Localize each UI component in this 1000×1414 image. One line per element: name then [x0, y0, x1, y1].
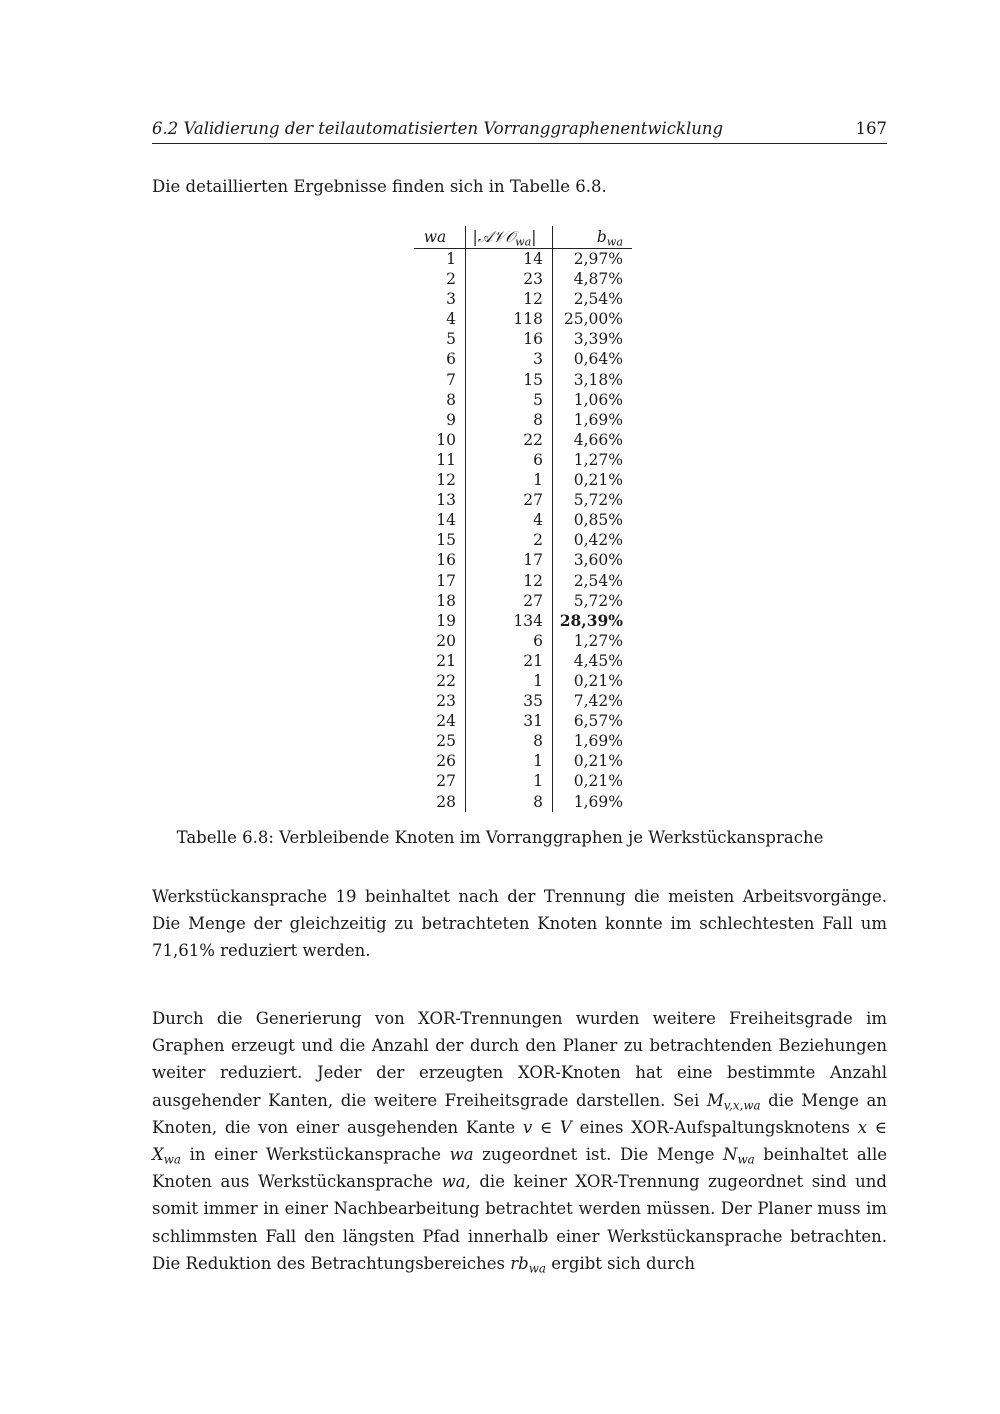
- cell-b: 5,72%: [573, 491, 623, 510]
- table-row: [414, 611, 632, 631]
- math-v-in-v: v ∈ V: [522, 1117, 572, 1137]
- cell-b: 0,21%: [573, 752, 623, 771]
- cell-wa: 9: [414, 410, 466, 430]
- cell-avo: 27: [466, 490, 553, 510]
- intro-text: Die detaillierten Ergebnisse finden sich in Tabelle 6.8.: [152, 177, 607, 196]
- running-header: [152, 117, 887, 144]
- table-row: [414, 691, 632, 711]
- header-b: [553, 226, 633, 249]
- cell-b: 0,21%: [573, 471, 623, 490]
- header-avo-close: |: [531, 227, 537, 246]
- cell-b: 0,64%: [573, 350, 623, 369]
- cell-wa: 4: [414, 309, 466, 329]
- table-row: [414, 591, 632, 611]
- cell-wa: 11: [414, 450, 466, 470]
- cell-avo: 5: [466, 390, 553, 410]
- cell-avo: 22: [466, 430, 553, 450]
- cell-avo: 23: [466, 269, 553, 289]
- math-rb-sub: wa: [528, 1261, 546, 1276]
- cell-avo: 3: [466, 349, 553, 369]
- table-row: [414, 550, 632, 570]
- table-row: [414, 430, 632, 450]
- table-row: [414, 349, 632, 369]
- cell-avo: 17: [466, 550, 553, 570]
- table-row: [414, 470, 632, 490]
- table-row: [414, 289, 632, 309]
- cell-avo: 1: [466, 470, 553, 490]
- header-b-sub: wa: [606, 235, 623, 249]
- cell-wa: 7: [414, 370, 466, 390]
- paragraph-2: [152, 1005, 887, 1277]
- cell-b: 2,97%: [573, 250, 623, 268]
- math-m: M: [706, 1090, 724, 1110]
- cell-b: 1,69%: [573, 732, 623, 751]
- cell-wa: 14: [414, 510, 466, 530]
- cell-avo: 1: [466, 671, 553, 691]
- cell-avo: 4: [466, 510, 553, 530]
- cell-b: 25,00%: [563, 310, 623, 329]
- math-wa: wa: [449, 1145, 474, 1165]
- cell-wa: 6: [414, 349, 466, 369]
- table-row: [414, 269, 632, 289]
- cell-avo: 15: [466, 370, 553, 390]
- header-wa: wa: [414, 226, 466, 249]
- math-wa-2: wa: [441, 1172, 466, 1192]
- cell-avo: 2: [466, 530, 553, 550]
- cell-wa: 13: [414, 490, 466, 510]
- section-title: 6.2 Validierung der teilautomatisierten Vorranggraphenentwicklung: [152, 119, 724, 138]
- table-caption: Tabelle 6.8: Verbleibende Knoten im Vorranggraphen je Werkstückansprache: [176, 828, 824, 847]
- table-row: [414, 530, 632, 550]
- cell-b: 7,42%: [573, 692, 623, 711]
- page-number: 167: [855, 119, 887, 138]
- p2-text-7: , die keiner XOR-Trennung zugeordnet sind und somit immer in einer Nachbearbeitung betrachtet werden müssen. Der Planer muss im schlimmsten Fall den längsten Pfad innerhalb einer Werkstückansprache betrachten. Die Reduktion des Betrachtungsbereiches: [152, 1172, 887, 1273]
- cell-wa: 12: [414, 470, 466, 490]
- math-x-in-x: x ∈ X: [152, 1117, 887, 1165]
- table-row: [414, 731, 632, 751]
- table-row: [414, 249, 632, 270]
- p2-text-2: die Menge an Knoten, die von einer ausgehenden Kante: [152, 1090, 887, 1137]
- cell-wa: 1: [414, 249, 466, 270]
- cell-wa: 19: [414, 611, 466, 631]
- table-row: [414, 390, 632, 410]
- cell-wa: 25: [414, 731, 466, 751]
- cell-wa: 3: [414, 289, 466, 309]
- cell-wa: 28: [414, 792, 466, 812]
- cell-wa: 22: [414, 671, 466, 691]
- cell-avo: 8: [466, 792, 553, 812]
- cell-b: 1,69%: [573, 792, 623, 811]
- table-row: [414, 309, 632, 329]
- math-n: N: [723, 1145, 738, 1165]
- cell-b: 2,54%: [573, 290, 623, 309]
- cell-b: 2,54%: [573, 571, 623, 590]
- cell-wa: 10: [414, 430, 466, 450]
- cell-wa: 26: [414, 751, 466, 771]
- cell-avo: 12: [466, 289, 553, 309]
- results-table: [414, 226, 632, 812]
- cell-b: 0,42%: [573, 531, 623, 550]
- cell-b: 0,21%: [573, 772, 623, 791]
- cell-avo: 8: [466, 731, 553, 751]
- cell-wa: 15: [414, 530, 466, 550]
- math-n-sub: wa: [737, 1152, 755, 1167]
- cell-wa: 8: [414, 390, 466, 410]
- cell-b: 28,39%: [559, 610, 623, 630]
- table-row: [414, 410, 632, 430]
- cell-wa: 5: [414, 329, 466, 349]
- p2-text-1: Durch die Generierung von XOR-Trennungen wurden weitere Freiheitsgrade im Graphen erzeugt und die Anzahl der durch den Planer zu betrachtenden Beziehungen weiter reduziert. Jeder der erzeugten XOR-Knoten hat eine bestimmte Anzahl ausgehender Kanten, die weitere Freiheitsgrade darstellen. Sei: [152, 1009, 887, 1110]
- cell-wa: 27: [414, 771, 466, 791]
- table-row: [414, 671, 632, 691]
- table-row: [414, 711, 632, 731]
- p2-text-3: eines XOR-Aufspaltungsknotens: [571, 1117, 858, 1137]
- cell-b: 3,39%: [573, 330, 623, 349]
- cell-b: 1,27%: [573, 450, 623, 469]
- cell-avo: 8: [466, 410, 553, 430]
- math-x-sub: wa: [163, 1152, 181, 1167]
- cell-b: 3,18%: [573, 370, 623, 389]
- table-row: [414, 490, 632, 510]
- table-row: [414, 631, 632, 651]
- cell-wa: 24: [414, 711, 466, 731]
- math-rb: rb: [510, 1253, 529, 1273]
- table-row: [414, 792, 632, 812]
- cell-avo: 118: [466, 309, 553, 329]
- cell-wa: 21: [414, 651, 466, 671]
- cell-avo: 1: [466, 751, 553, 771]
- cell-avo: 21: [466, 651, 553, 671]
- cell-b: 1,06%: [573, 390, 623, 409]
- table-row: [414, 571, 632, 591]
- cell-avo: 27: [466, 591, 553, 611]
- cell-b: 5,72%: [573, 591, 623, 610]
- cell-b: 1,69%: [573, 410, 623, 429]
- cell-avo: 16: [466, 329, 553, 349]
- cell-b: 0,85%: [573, 511, 623, 530]
- table-header-row: [414, 226, 632, 249]
- table-row: [414, 751, 632, 771]
- cell-wa: 17: [414, 571, 466, 591]
- table-row: [414, 370, 632, 390]
- table-row: [414, 329, 632, 349]
- table-row: [414, 450, 632, 470]
- cell-avo: 14: [466, 249, 553, 270]
- cell-wa: 2: [414, 269, 466, 289]
- p2-text-4: in einer Werkstückansprache: [181, 1145, 450, 1165]
- table-row: [414, 771, 632, 791]
- cell-b: 6,57%: [573, 712, 623, 731]
- cell-b: 1,27%: [573, 631, 623, 650]
- header-avo-main: |𝒜𝒱𝒪: [472, 227, 516, 246]
- header-b-main: b: [596, 227, 607, 246]
- cell-avo: 1: [466, 771, 553, 791]
- cell-avo: 134: [466, 611, 553, 631]
- cell-b: 4,87%: [573, 270, 623, 289]
- cell-b: 0,21%: [573, 671, 623, 690]
- table-body: [414, 249, 632, 812]
- cell-b: 3,60%: [573, 551, 623, 570]
- p2-text-6: beinhaltet alle Knoten aus Werkstückansprache: [152, 1145, 887, 1192]
- table-row: [414, 651, 632, 671]
- cell-avo: 35: [466, 691, 553, 711]
- cell-wa: 16: [414, 550, 466, 570]
- p2-text-5: zugeordnet ist. Die Menge: [473, 1145, 723, 1165]
- cell-avo: 12: [466, 571, 553, 591]
- cell-wa: 20: [414, 631, 466, 651]
- header-avo-sub: wa: [515, 235, 532, 249]
- cell-avo: 6: [466, 450, 553, 470]
- cell-avo: 31: [466, 711, 553, 731]
- cell-wa: 23: [414, 691, 466, 711]
- math-m-sub: v,x,wa: [723, 1098, 761, 1113]
- cell-b: 4,66%: [573, 430, 623, 449]
- paragraph-1: Werkstückansprache 19 beinhaltet nach der Trennung die meisten Arbeitsvorgänge. Die Menge der gleichzeitig zu betrachteten Knoten konnte im schlechtesten Fall um 71,61% reduziert werden.: [152, 887, 887, 961]
- p2-text-8: ergibt sich durch: [545, 1253, 695, 1273]
- header-avo: [466, 226, 553, 249]
- cell-avo: 6: [466, 631, 553, 651]
- cell-b: 4,45%: [573, 651, 623, 670]
- cell-wa: 18: [414, 591, 466, 611]
- table-row: [414, 510, 632, 530]
